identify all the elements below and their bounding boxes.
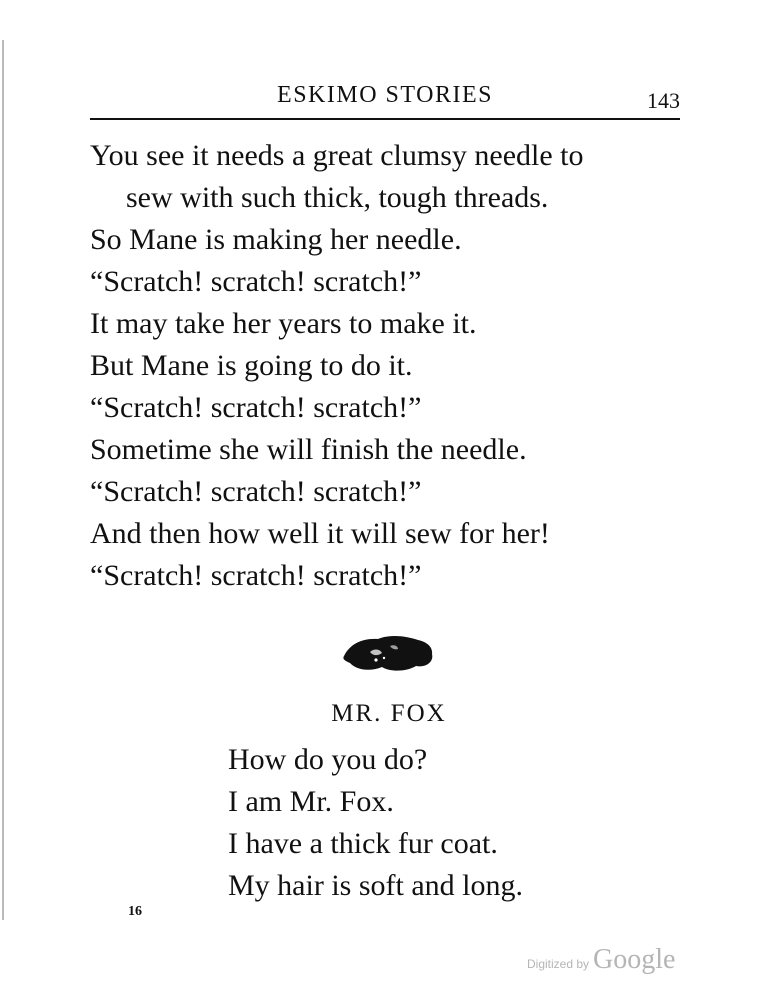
page-edge-rule — [2, 40, 4, 920]
signature-mark: 16 — [128, 904, 142, 919]
body-line: So Mane is making her needle. — [90, 223, 462, 256]
poem-line: My hair is soft and long. — [228, 869, 523, 902]
poem-line: I have a thick fur coat. — [228, 827, 498, 860]
ornament-icon — [340, 630, 436, 679]
poem-line: I am Mr. Fox. — [228, 785, 394, 818]
body-line: And then how well it will sew for her! — [90, 517, 550, 550]
watermark-brand: Google — [593, 944, 676, 975]
body-line: sew with such thick, tough threads. — [126, 181, 549, 214]
digitized-watermark — [527, 944, 675, 976]
body-line: “Scratch! scratch! scratch!” — [90, 475, 422, 508]
body-line: “Scratch! scratch! scratch!” — [90, 391, 422, 424]
body-line: You see it needs a great clumsy needle to — [90, 139, 584, 172]
body-line: It may take her years to make it. — [90, 307, 477, 340]
body-line: “Scratch! scratch! scratch!” — [90, 559, 422, 592]
running-header — [90, 78, 680, 120]
section-title: MR. FOX — [331, 700, 447, 727]
body-line: Sometime she will finish the needle. — [90, 433, 527, 466]
page-number: 143 — [647, 88, 680, 113]
body-line: “Scratch! scratch! scratch!” — [90, 265, 422, 298]
body-line: But Mane is going to do it. — [90, 349, 413, 382]
poem-line: How do you do? — [228, 743, 428, 776]
watermark-prefix: Digitized by — [527, 957, 590, 971]
running-title: ESKIMO STORIES — [277, 82, 493, 108]
